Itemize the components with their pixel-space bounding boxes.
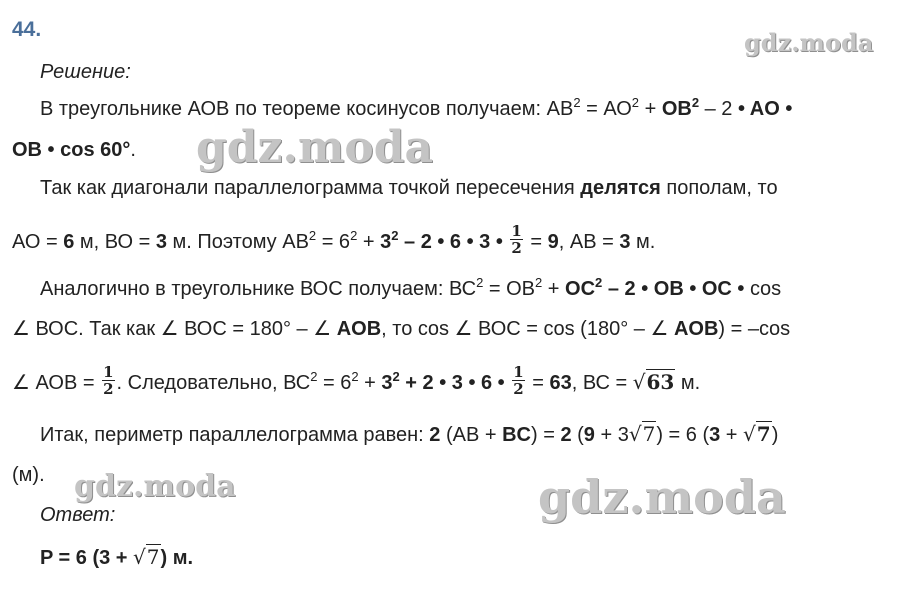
sqrt-7: √7 (133, 545, 160, 569)
paragraph-1-line-1: В треугольнике АОВ по теореме косинусов получаем: $АВ^2 = АО^2 + OB^2 - 2$ • AO • (40, 95, 793, 120)
sqrt-7: √7 (628, 422, 656, 446)
answer-label: Ответ: (40, 504, 116, 526)
paragraph-4-line-2: (м). (12, 464, 45, 486)
fraction-one-half: $\frac{1}{2}$ (103, 363, 114, 398)
paragraph-3-line-1: Аналогично в треугольнике ВОС получаем: $ВС^2 = ОВ^2 + OC^2 - 2$ • OB • OC • cos (40, 275, 782, 300)
paragraph-2-line-1: Так как диагонали параллелограмма точкой пересечения делятся пополам, то (40, 177, 778, 199)
paragraph-3-line-2: ∠ ВОС. Так как ∠ ВОС = 180° – ∠ AOB, то cos ∠ ВОС = cos (180° – ∠ AOB) = –cos (12, 318, 791, 340)
problem-number: 44. (12, 18, 42, 41)
watermark-lower-left: gdz.moda (74, 469, 236, 504)
sqrt-7: √7 (743, 422, 771, 446)
fraction-one-half: $\frac{1}{2}$ (513, 363, 524, 398)
answer-value: P = 6 (3 + √7) м. (40, 545, 194, 569)
fraction-one-half: $\frac{1}{2}$ (511, 222, 522, 257)
watermark-upper: gdz.moda (196, 122, 434, 173)
paragraph-2-line-2: АО = 6 м, ВО = 3 м. Поэтому $АВ^2 = 6^2 + 3^2 - 2$ • 6 • 3 • $\frac{1}{2}$ = 9, АВ = 3 м. (12, 222, 656, 257)
sqrt-63: √63 (632, 369, 675, 394)
paragraph-4-line-1: Итак, периметр параллелограмма равен: 2 (АВ + BC) = 2 (9 + 3√7) = 6 (3 + √7) (40, 422, 779, 446)
watermark-lower-right: gdz.moda (538, 470, 786, 524)
watermark-top-right: gdz.moda (744, 28, 874, 57)
paragraph-3-line-3: ∠ АОВ = $\frac{1}{2}$ . Следовательно, $ВС^2 = 6^2 + 3^2 + 2$ • 3 • 6 • $\frac{1}{2}$ = 63, ВС = √63 м. (12, 363, 701, 398)
paragraph-1-line-2: OB • cos 60°. (12, 139, 136, 161)
solution-label: Решение: (40, 61, 131, 83)
